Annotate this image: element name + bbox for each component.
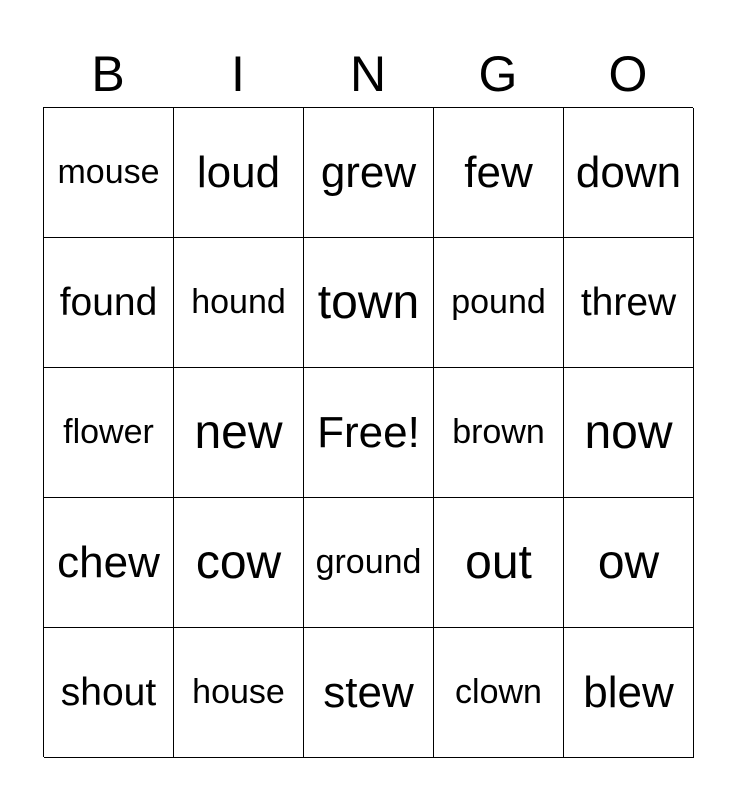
bingo-cell[interactable]: cow bbox=[174, 498, 304, 628]
bingo-cell[interactable]: grew bbox=[304, 108, 434, 238]
header-letter-g: G bbox=[478, 46, 518, 102]
bingo-cell[interactable]: house bbox=[174, 628, 304, 758]
bingo-cell[interactable]: down bbox=[564, 108, 694, 238]
bingo-cell[interactable]: brown bbox=[434, 368, 564, 498]
bingo-cell[interactable]: stew bbox=[304, 628, 434, 758]
bingo-cell[interactable]: chew bbox=[44, 498, 174, 628]
bingo-cell[interactable]: clown bbox=[434, 628, 564, 758]
bingo-cell[interactable]: hound bbox=[174, 238, 304, 368]
bingo-cell[interactable]: pound bbox=[434, 238, 564, 368]
header-letter-o: O bbox=[608, 46, 648, 102]
bingo-cell[interactable]: ground bbox=[304, 498, 434, 628]
bingo-cell[interactable]: out bbox=[434, 498, 564, 628]
bingo-cell[interactable]: now bbox=[564, 368, 694, 498]
bingo-cell[interactable]: loud bbox=[174, 108, 304, 238]
header-letter-n: N bbox=[349, 46, 387, 102]
bingo-header bbox=[43, 42, 693, 106]
header-letter-i: I bbox=[231, 46, 245, 102]
bingo-cell[interactable]: found bbox=[44, 238, 174, 368]
bingo-cell[interactable]: blew bbox=[564, 628, 694, 758]
bingo-cell[interactable]: ow bbox=[564, 498, 694, 628]
bingo-cell[interactable]: new bbox=[174, 368, 304, 498]
free-space-cell[interactable]: Free! bbox=[304, 368, 434, 498]
bingo-cell[interactable]: shout bbox=[44, 628, 174, 758]
bingo-card-grid bbox=[43, 107, 693, 757]
bingo-cell[interactable]: threw bbox=[564, 238, 694, 368]
header-letter-b: B bbox=[91, 46, 125, 102]
bingo-cell[interactable]: mouse bbox=[44, 108, 174, 238]
bingo-cell[interactable]: town bbox=[304, 238, 434, 368]
bingo-cell[interactable]: few bbox=[434, 108, 564, 238]
bingo-cell[interactable]: flower bbox=[44, 368, 174, 498]
